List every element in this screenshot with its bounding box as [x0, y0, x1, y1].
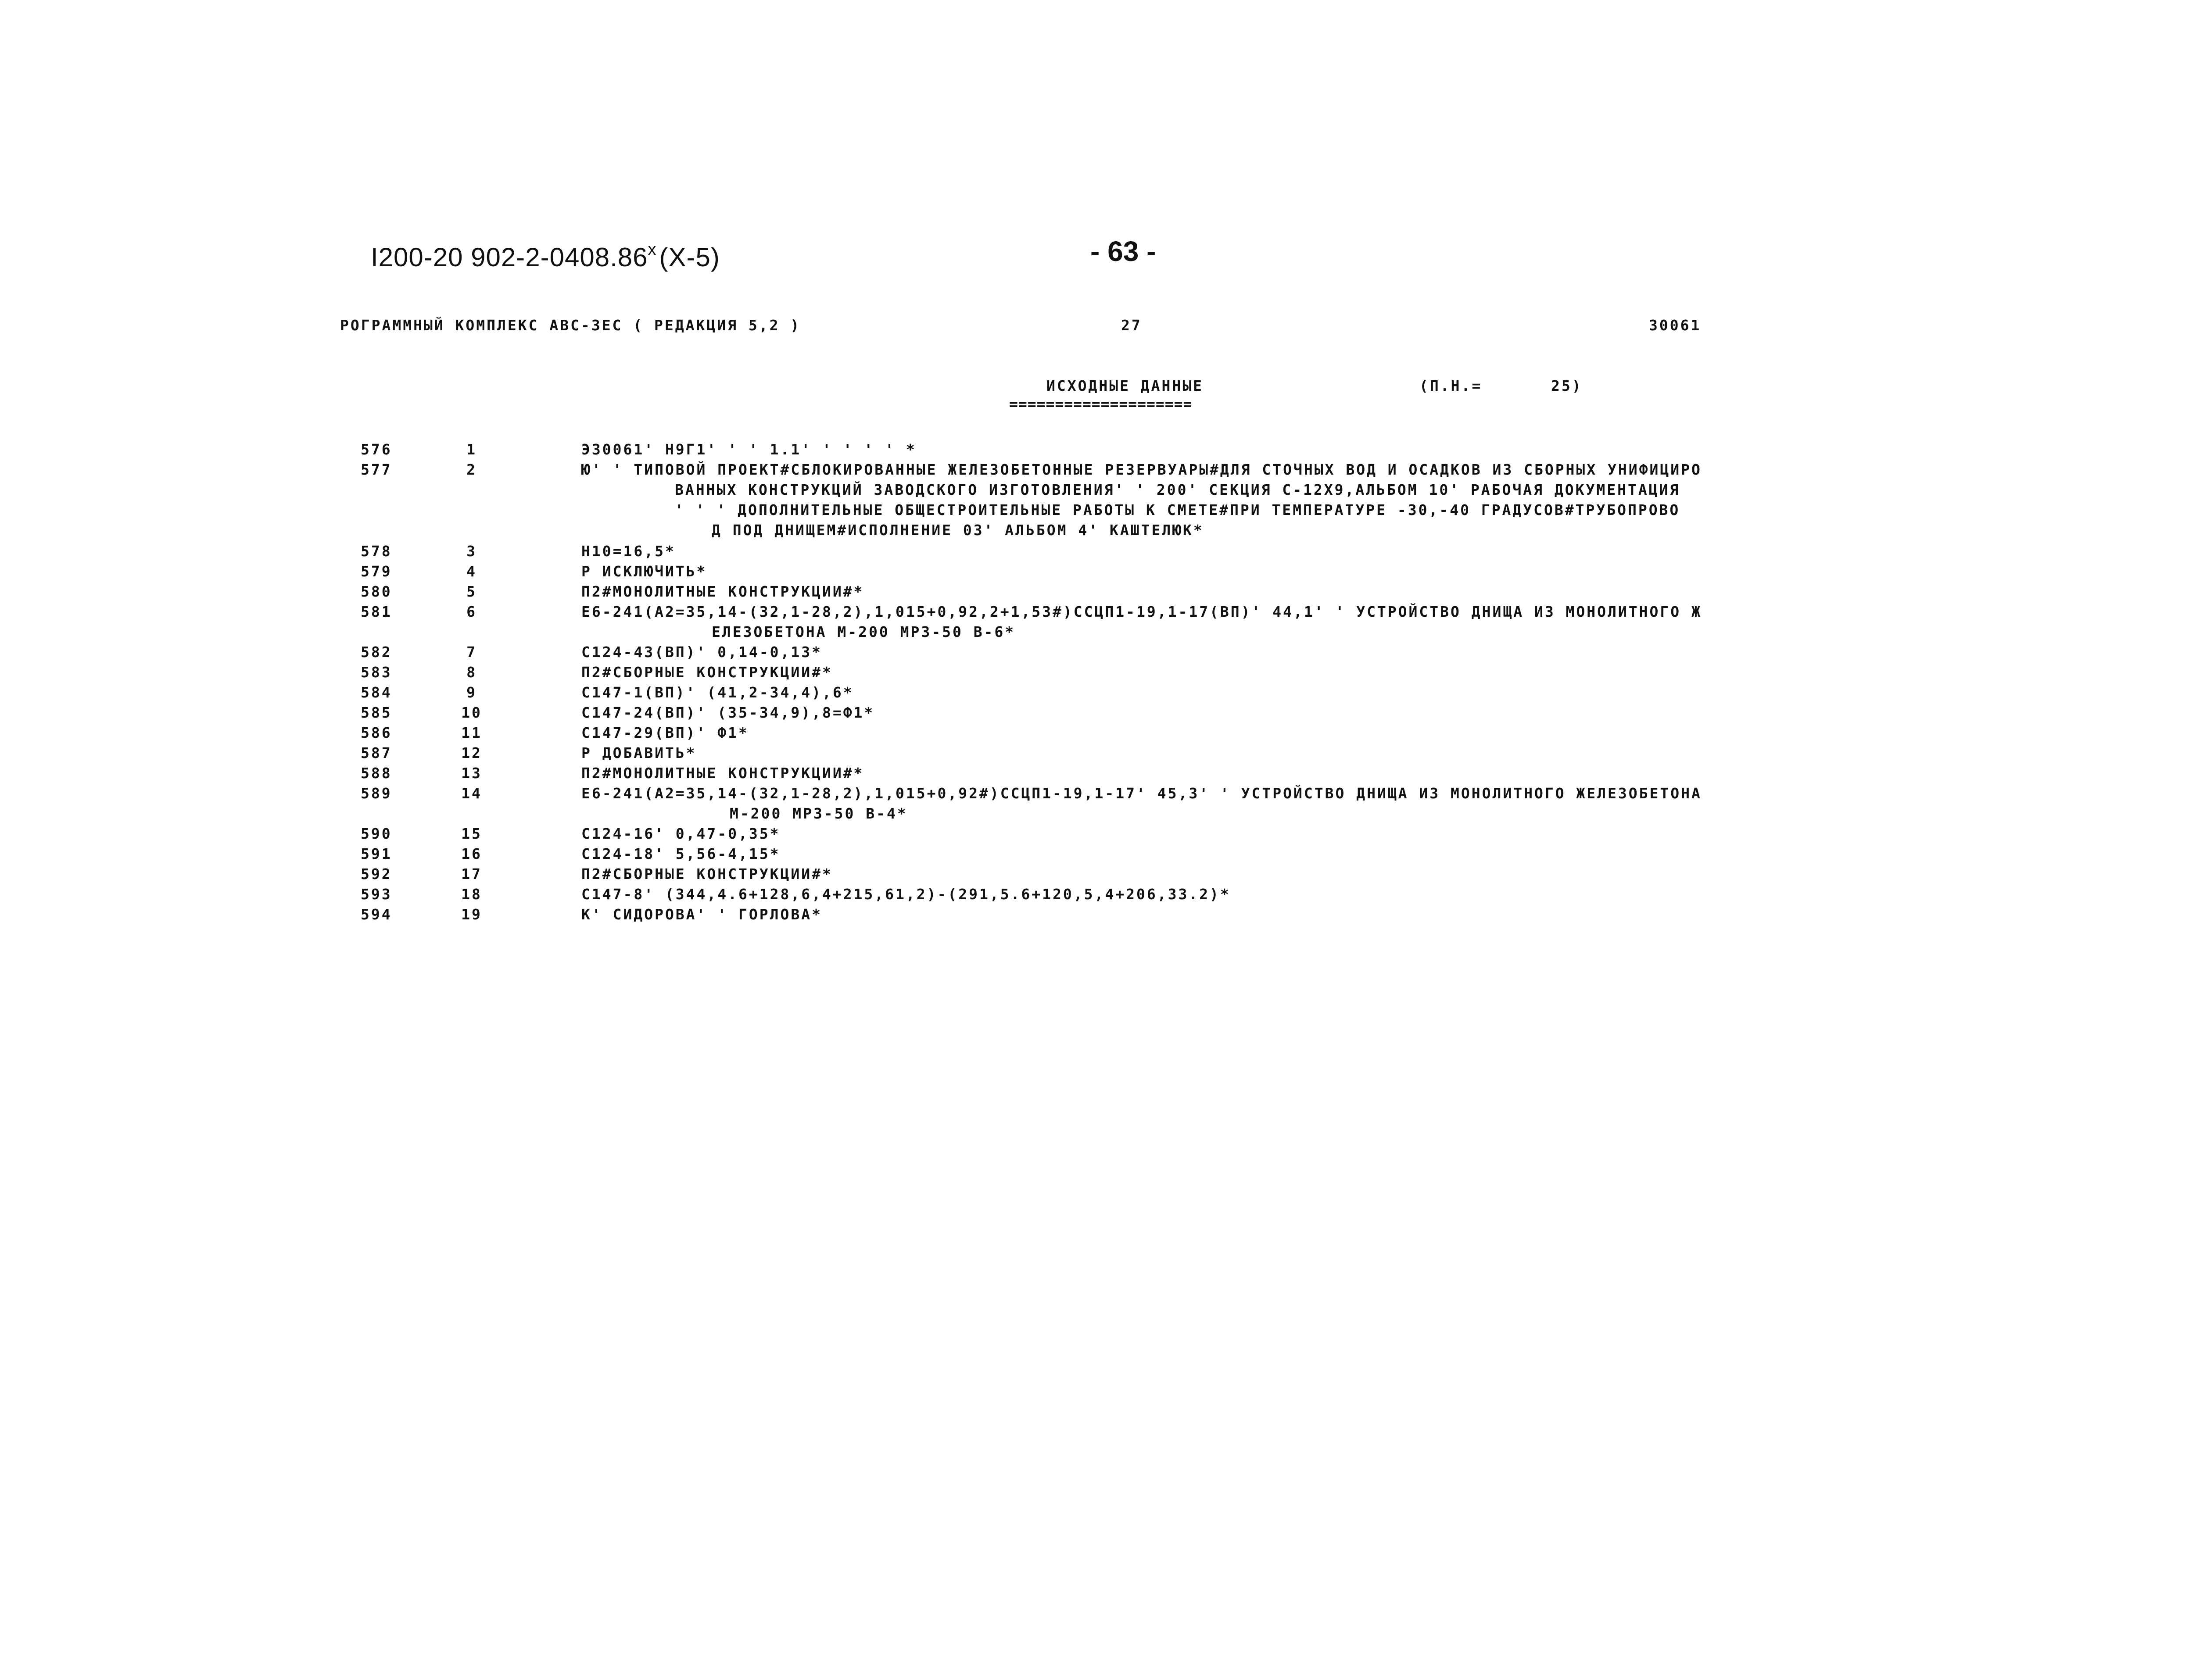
- row-index: 2: [466, 461, 477, 478]
- listing-row: [0, 441, 2189, 461]
- row-line-number: 587: [361, 744, 392, 761]
- listing-row: [0, 664, 2189, 684]
- row-index: 5: [466, 583, 477, 600]
- row-index: 11: [461, 724, 482, 741]
- row-index: 7: [466, 643, 477, 661]
- document-code-main: I200-20 902-2-0408.86: [371, 243, 648, 272]
- row-line-number: 579: [361, 563, 392, 580]
- row-text: П2#МОНОЛИТНЫЕ КОНСТРУКЦИИ#*: [581, 583, 864, 600]
- document-code-suffix: (X-5): [659, 243, 720, 272]
- row-index: 16: [461, 845, 482, 862]
- row-line-number: 577: [361, 461, 392, 478]
- program-line-code: 30061: [1649, 317, 1702, 334]
- row-text: С147-1(ВП)' (41,2-34,4),6*: [581, 684, 854, 701]
- row-index: 4: [466, 563, 477, 580]
- row-index: 3: [466, 543, 477, 560]
- row-text-continuation: ВАННЫХ КОНСТРУКЦИЙ ЗАВОДСКОГО ИЗГОТОВЛЕНИЯ' ' 200' СЕКЦИЯ С-12Х9,АЛЬБОМ 10' РАБОЧАЯ ДОКУМЕНТАЦИЯ: [675, 481, 1680, 498]
- listing-row: [0, 845, 2189, 865]
- section-ref-label: (П.Н.=: [1419, 377, 1483, 394]
- row-text: С124-16' 0,47-0,35*: [581, 825, 781, 842]
- row-line-number: 585: [361, 704, 392, 721]
- row-line-number: 583: [361, 664, 392, 681]
- row-text: П2#СБОРНЫЕ КОНСТРУКЦИИ#*: [581, 865, 833, 883]
- row-line-number: 591: [361, 845, 392, 862]
- program-line-number: 27: [1121, 317, 1142, 334]
- listing-row: [0, 704, 2189, 724]
- row-index: 8: [466, 664, 477, 681]
- row-text: Е6-241(А2=35,14-(32,1-28,2),1,015+0,92,2+1,53#)ССЦП1-19,1-17(ВП)' 44,1' ' УСТРОЙСТВО ДНИЩА ИЗ МОНОЛИТНОГО Ж: [581, 603, 1702, 620]
- row-text: С124-18' 5,56-4,15*: [581, 845, 781, 862]
- row-text: С147-29(ВП)' Ф1*: [581, 724, 749, 741]
- row-text: К' СИДОРОВА' ' ГОРЛОВА*: [581, 906, 822, 923]
- row-line-number: 582: [361, 643, 392, 661]
- row-text: С147-8' (344,4.6+128,6,4+215,61,2)-(291,5.6+120,5,4+206,33.2)*: [581, 886, 1231, 903]
- row-line-number: 576: [361, 441, 392, 458]
- row-line-number: 594: [361, 906, 392, 923]
- row-text: П2#МОНОЛИТНЫЕ КОНСТРУКЦИИ#*: [581, 765, 864, 782]
- listing-row: [0, 865, 2189, 886]
- row-index: 10: [461, 704, 482, 721]
- listing-row: [0, 603, 2189, 623]
- row-text: Р ДОБАВИТЬ*: [581, 744, 697, 761]
- row-text: С124-43(ВП)' 0,14-0,13*: [581, 643, 822, 661]
- row-line-number: 588: [361, 765, 392, 782]
- row-line-number: 580: [361, 583, 392, 600]
- row-text-continuation: Д ПОД ДНИЩЕМ#ИСПОЛНЕНИЕ 03' АЛЬБОМ 4' КАШТЕЛЮК*: [712, 522, 1204, 539]
- row-index: 15: [461, 825, 482, 842]
- row-index: 17: [461, 865, 482, 883]
- listing-row: [0, 684, 2189, 704]
- listing-row: [0, 583, 2189, 603]
- row-line-number: 586: [361, 724, 392, 741]
- row-text-continuation: М-200 МРЗ-50 В-4*: [730, 805, 908, 822]
- row-line-number: 584: [361, 684, 392, 701]
- row-text: Н10=16,5*: [581, 543, 676, 560]
- row-line-number: 578: [361, 543, 392, 560]
- listing-row: [0, 906, 2189, 926]
- listing-row: [0, 643, 2189, 664]
- row-text: С147-24(ВП)' (35-34,9),8=Ф1*: [581, 704, 875, 721]
- row-index: 14: [461, 785, 482, 802]
- row-line-number: 592: [361, 865, 392, 883]
- row-text-continuation: ЕЛЕЗОБЕТОНА М-200 МРЗ-50 В-6*: [712, 623, 1016, 640]
- row-index: 19: [461, 906, 482, 923]
- listing-row: [0, 744, 2189, 765]
- listing-row: [0, 765, 2189, 785]
- listing-row: [0, 785, 2189, 805]
- row-line-number: 589: [361, 785, 392, 802]
- row-index: 6: [466, 603, 477, 620]
- row-line-number: 581: [361, 603, 392, 620]
- section-ref-value: 25): [1551, 377, 1583, 394]
- row-index: 12: [461, 744, 482, 761]
- document-code-superscript: x: [648, 240, 657, 259]
- row-index: 9: [466, 684, 477, 701]
- row-text: Р ИСКЛЮЧИТЬ*: [581, 563, 707, 580]
- listing-row: [0, 563, 2189, 583]
- page-number: - 63 -: [1090, 236, 1156, 267]
- listing-row: [0, 543, 2189, 563]
- listing-row: [0, 724, 2189, 744]
- row-text: Ю' ' ТИПОВОЙ ПРОЕКТ#СБЛОКИРОВАННЫЕ ЖЕЛЕЗОБЕТОННЫЕ РЕЗЕРВУАРЫ#ДЛЯ СТОЧНЫХ ВОД И ОСАДКОВ ИЗ СБОРНЫХ УНИФИЦИРО: [581, 461, 1702, 478]
- row-text: Э30061' Н9Г1' ' ' 1.1' ' ' ' ' *: [581, 441, 917, 458]
- row-index: 1: [466, 441, 477, 458]
- row-text: П2#СБОРНЫЕ КОНСТРУКЦИИ#*: [581, 664, 833, 681]
- listing-row: [0, 886, 2189, 906]
- program-line-title: РОГРАММНЫЙ КОМПЛЕКС АВС-3ЕС ( РЕДАКЦИЯ 5,2 ): [340, 317, 801, 334]
- listing-row: [0, 825, 2189, 845]
- row-index: 18: [461, 886, 482, 903]
- listing-row: [0, 461, 2189, 481]
- row-line-number: 593: [361, 886, 392, 903]
- row-text-continuation: ' ' ' ДОПОЛНИТЕЛЬНЫЕ ОБЩЕСТРОИТЕЛЬНЫЕ РАБОТЫ К СМЕТЕ#ПРИ ТЕМПЕРАТУРЕ -30,-40 ГРАДУСОВ#ТРУБОПРОВО: [675, 501, 1680, 518]
- row-line-number: 590: [361, 825, 392, 842]
- row-text: Е6-241(А2=35,14-(32,1-28,2),1,015+0,92#)ССЦП1-19,1-17' 45,3' ' УСТРОЙСТВО ДНИЩА ИЗ МОНОЛИТНОГО ЖЕЛЕЗОБЕТОНА: [581, 785, 1702, 802]
- section-title: ИСХОДНЫЕ ДАННЫЕ: [1046, 377, 1204, 394]
- section-underline: ====================: [1009, 396, 1193, 413]
- row-index: 13: [461, 765, 482, 782]
- document-code: [371, 240, 720, 272]
